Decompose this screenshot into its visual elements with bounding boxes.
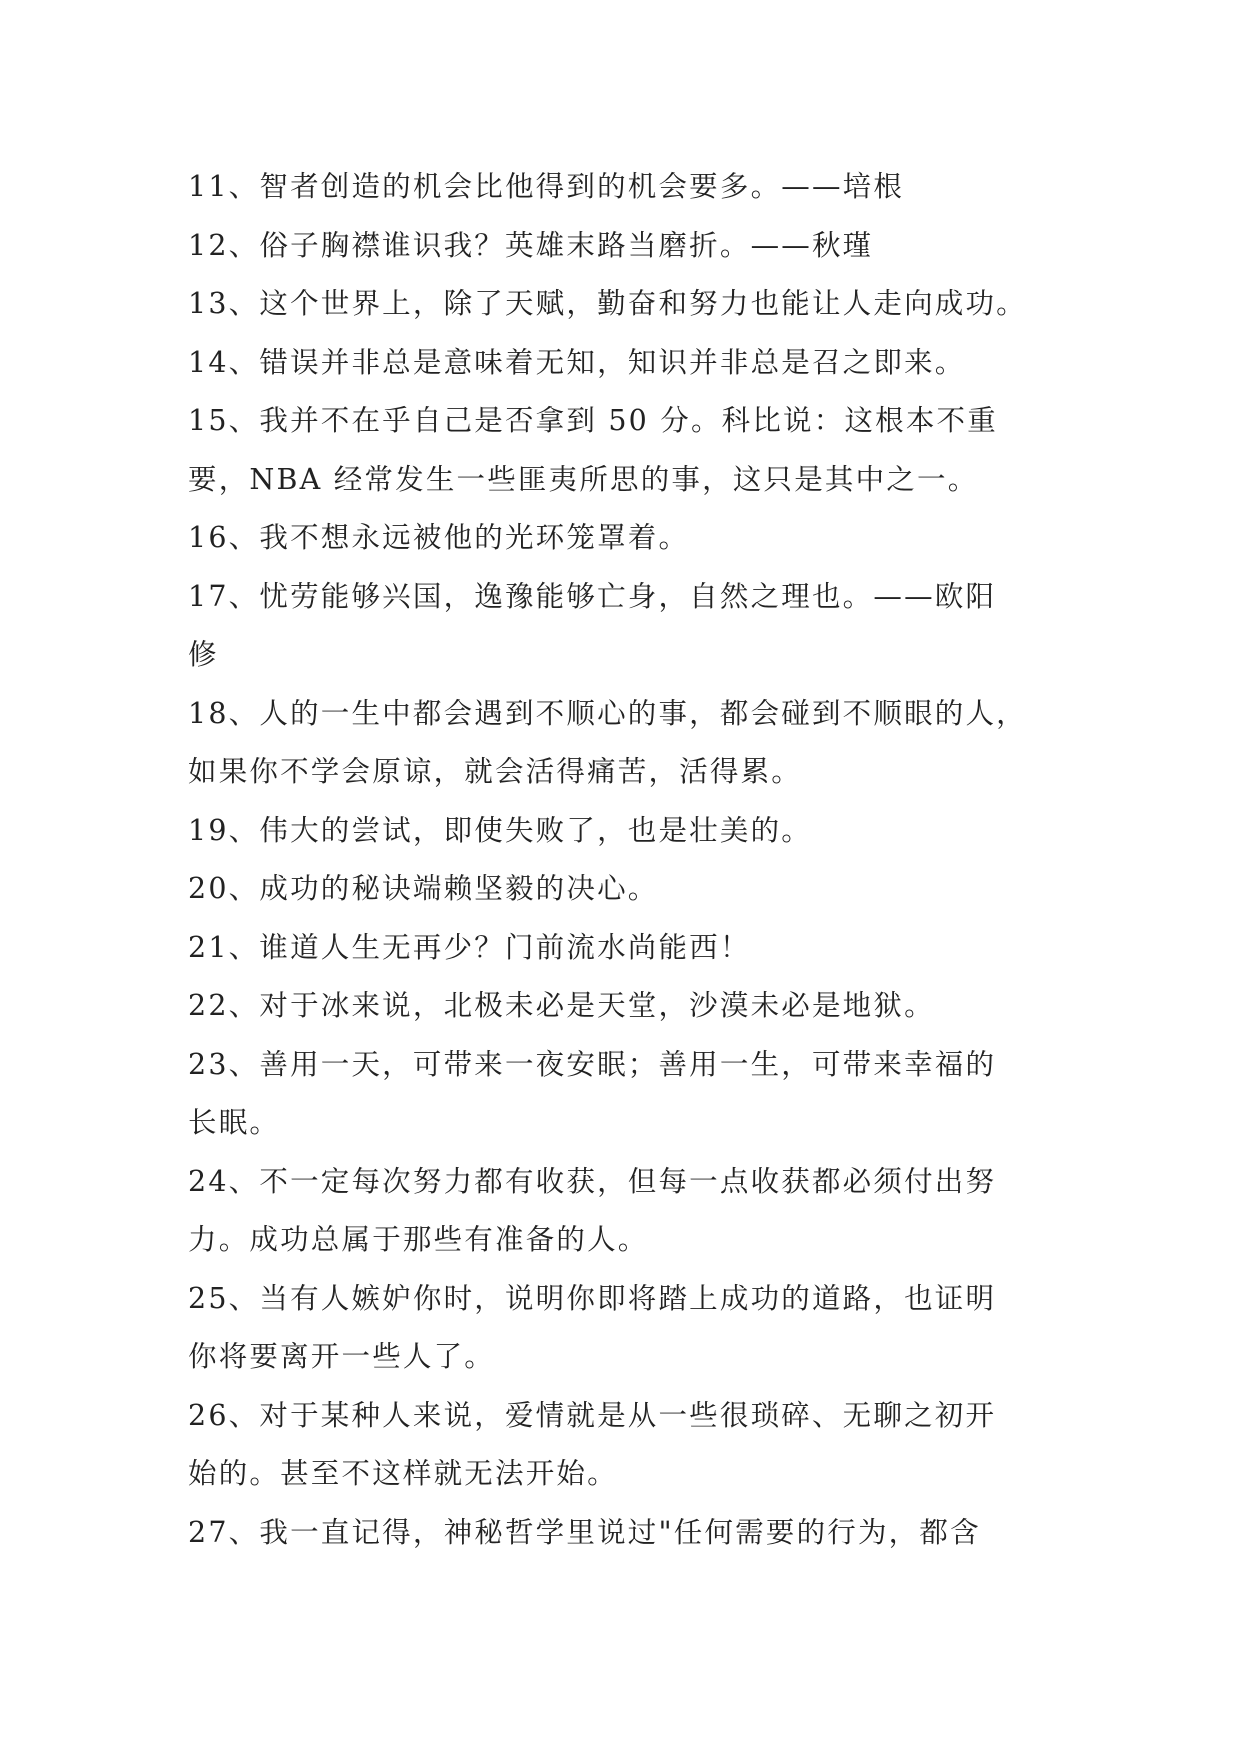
text-line-19: 力。成功总属于那些有准备的人。 [188, 1223, 649, 1256]
text-line-20: 25、当有人嫉妒你时，说明你即将踏上成功的道路，也证明 [188, 1281, 997, 1315]
text-line-17: 长眠。 [188, 1106, 281, 1139]
text-line-7: 16、我不想永远被他的光环笼罩着。 [188, 521, 690, 554]
text-line-5: 15、我并不在乎自己是否拿到 50 分。科比说：这根本不重 [188, 404, 998, 437]
text-line-16: 23、善用一天，可带来一夜安眠；善用一生，可带来幸福的 [188, 1047, 997, 1081]
text-line-23: 始的。甚至不这样就无法开始。 [188, 1457, 618, 1490]
document-body [188, 158, 1058, 1562]
text-line-18: 24、不一定每次努力都有收获，但每一点收获都必须付出努 [188, 1164, 997, 1198]
text-line-3: 13、这个世界上，除了天赋，勤奋和努力也能让人走向成功。 [188, 287, 1027, 320]
text-line-9: 修 [188, 638, 219, 671]
text-line-12: 19、伟大的尝试，即使失败了，也是壮美的。 [188, 813, 812, 847]
text-line-10: 18、人的一生中都会遇到不顺心的事，都会碰到不顺眼的人， [188, 696, 1027, 730]
text-line-8: 17、忧劳能够兴国，逸豫能够亡身，自然之理也。——欧阳 [188, 579, 997, 613]
text-line-15: 22、对于冰来说，北极未必是天堂，沙漠未必是地狱。 [188, 989, 935, 1022]
text-line-6: 要，NBA 经常发生一些匪夷所思的事，这只是其中之一。 [188, 462, 979, 496]
text-line-11: 如果你不学会原谅，就会活得痛苦，活得累。 [188, 755, 803, 788]
text-line-1: 11、智者创造的机会比他得到的机会要多。——培根 [188, 170, 905, 203]
text-line-24: 27、我一直记得，神秘哲学里说过"任何需要的行为，都含 [188, 1515, 981, 1549]
text-line-2: 12、俗子胸襟谁识我？英雄末路当磨折。——秋瑾 [188, 228, 874, 262]
text-line-13: 20、成功的秘诀端赖坚毅的决心。 [188, 872, 659, 905]
text-line-4: 14、错误并非总是意味着无知，知识并非总是召之即来。 [188, 345, 966, 379]
text-line-14: 21、谁道人生无再少？门前流水尚能西！ [188, 930, 751, 964]
text-line-21: 你将要离开一些人了。 [188, 1340, 496, 1373]
text-line-22: 26、对于某种人来说，爱情就是从一些很琐碎、无聊之初开 [188, 1398, 997, 1432]
